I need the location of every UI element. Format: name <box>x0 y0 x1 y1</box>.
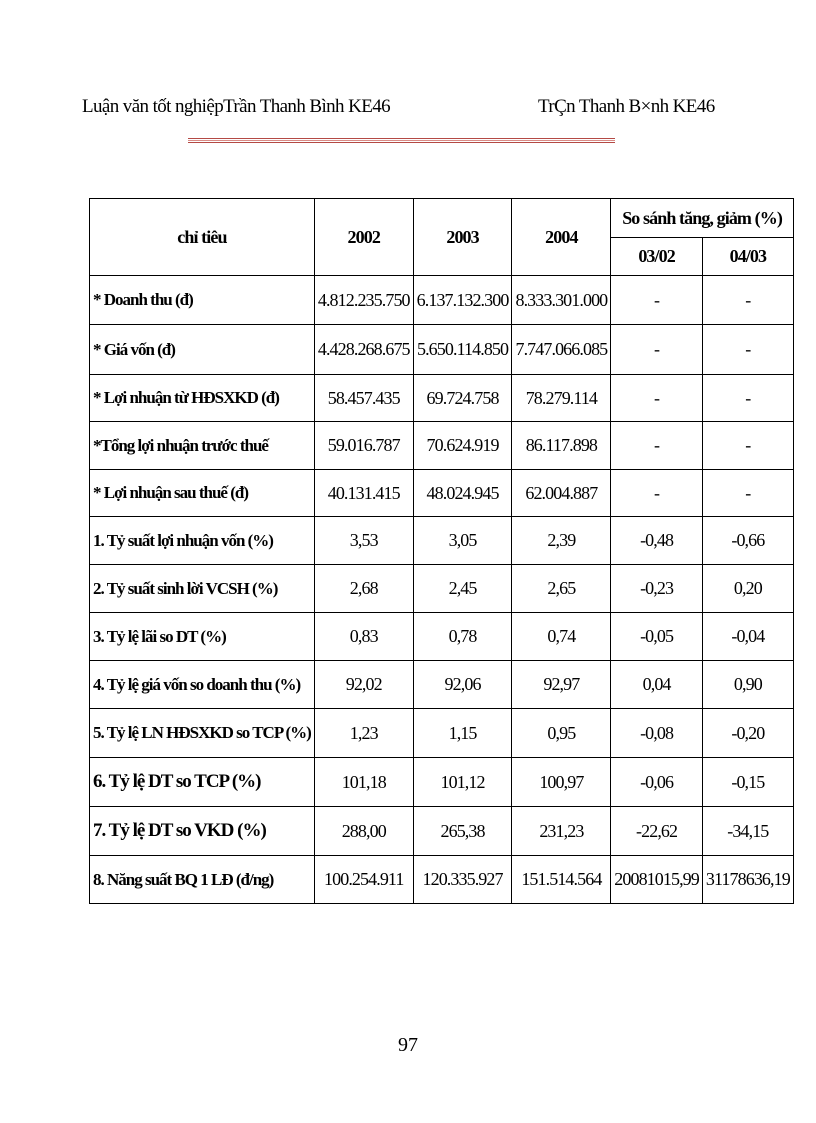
cell-2004: 86.117.898 <box>512 422 611 470</box>
cell-2003: 120.335.927 <box>413 856 512 904</box>
cell-2002: 92,02 <box>314 661 413 709</box>
cell-2003: 2,45 <box>413 565 512 613</box>
row-label: * Giá vốn (đ) <box>90 325 315 375</box>
table-row <box>90 661 794 709</box>
header-year-2002: 2002 <box>314 199 413 276</box>
cell-2004: 7.747.066.085 <box>512 325 611 375</box>
cell-0302: -0,05 <box>611 613 703 661</box>
header-year-2003: 2003 <box>413 199 512 276</box>
cell-0403: -0,04 <box>702 613 793 661</box>
table-row <box>90 856 794 904</box>
page-number: 97 <box>398 1034 418 1056</box>
table-row <box>90 807 794 856</box>
table-row <box>90 375 794 422</box>
cell-2003: 3,05 <box>413 517 512 565</box>
cell-0302: -0,06 <box>611 758 703 807</box>
table-row <box>90 470 794 517</box>
cell-0403: 0,90 <box>702 661 793 709</box>
cell-2002: 1,23 <box>314 709 413 758</box>
cell-2003: 265,38 <box>413 807 512 856</box>
cell-2004: 2,65 <box>512 565 611 613</box>
row-label: 3. Tỷ lệ lãi so DT (%) <box>90 613 315 661</box>
cell-2004: 8.333.301.000 <box>512 276 611 325</box>
header-left-title: Luận văn tốt nghiệpTrần Thanh Bình KE46 <box>82 96 391 117</box>
cell-2002: 100.254.911 <box>314 856 413 904</box>
header-right-title: TrÇn Thanh B×nh KE46 <box>538 96 715 117</box>
cell-2004: 0,95 <box>512 709 611 758</box>
cell-2003: 70.624.919 <box>413 422 512 470</box>
cell-0403: - <box>702 276 793 325</box>
cell-2004: 78.279.114 <box>512 375 611 422</box>
header-divider <box>188 138 615 143</box>
cell-0302: - <box>611 375 703 422</box>
table-header-row <box>90 199 794 238</box>
row-label: 8. Năng suất BQ 1 LĐ (đ/ng) <box>90 856 315 904</box>
cell-0302: -0,08 <box>611 709 703 758</box>
cell-0403: - <box>702 470 793 517</box>
cell-0302: - <box>611 470 703 517</box>
cell-2002: 40.131.415 <box>314 470 413 517</box>
row-label: 1. Tỷ suất lợi nhuận vốn (%) <box>90 517 315 565</box>
table-row <box>90 565 794 613</box>
cell-2003: 6.137.132.300 <box>413 276 512 325</box>
table-row <box>90 709 794 758</box>
cell-2003: 48.024.945 <box>413 470 512 517</box>
cell-2002: 2,68 <box>314 565 413 613</box>
row-label: * Lợi nhuận từ HĐSXKD (đ) <box>90 375 315 422</box>
header-compare-0403: 04/03 <box>702 238 793 276</box>
cell-0403: 31178636,19 <box>702 856 793 904</box>
cell-2004: 62.004.887 <box>512 470 611 517</box>
cell-2004: 231,23 <box>512 807 611 856</box>
cell-0403: -0,20 <box>702 709 793 758</box>
cell-2004: 100,97 <box>512 758 611 807</box>
cell-0302: 0,04 <box>611 661 703 709</box>
cell-0403: - <box>702 422 793 470</box>
cell-2002: 59.016.787 <box>314 422 413 470</box>
cell-0403: -34,15 <box>702 807 793 856</box>
row-label: 7. Tỷ lệ DT so VKD (%) <box>90 807 315 856</box>
cell-0403: -0,15 <box>702 758 793 807</box>
cell-2002: 58.457.435 <box>314 375 413 422</box>
row-label: *Tổng lợi nhuận trước thuế <box>90 422 315 470</box>
table-row <box>90 422 794 470</box>
cell-0403: 0,20 <box>702 565 793 613</box>
cell-2002: 4.428.268.675 <box>314 325 413 375</box>
cell-2002: 101,18 <box>314 758 413 807</box>
cell-2004: 2,39 <box>512 517 611 565</box>
cell-0302: -0,23 <box>611 565 703 613</box>
header-year-2004: 2004 <box>512 199 611 276</box>
header-compare-0302: 03/02 <box>611 238 703 276</box>
cell-2004: 0,74 <box>512 613 611 661</box>
cell-0302: -22,62 <box>611 807 703 856</box>
cell-0302: - <box>611 276 703 325</box>
cell-2003: 101,12 <box>413 758 512 807</box>
header-compare-title: So sánh tăng, giảm (%) <box>611 199 794 238</box>
table-row <box>90 276 794 325</box>
table-row <box>90 613 794 661</box>
table-row <box>90 517 794 565</box>
row-label: * Doanh thu (đ) <box>90 276 315 325</box>
cell-2003: 69.724.758 <box>413 375 512 422</box>
cell-2003: 92,06 <box>413 661 512 709</box>
row-label: 2. Tỷ suất sinh lời VCSH (%) <box>90 565 315 613</box>
cell-2004: 92,97 <box>512 661 611 709</box>
cell-2004: 151.514.564 <box>512 856 611 904</box>
cell-2002: 4.812.235.750 <box>314 276 413 325</box>
cell-2003: 0,78 <box>413 613 512 661</box>
cell-0403: - <box>702 375 793 422</box>
header-indicator: chỉ tiêu <box>90 199 315 276</box>
row-label: 5. Tỷ lệ LN HĐSXKD so TCP (%) <box>90 709 315 758</box>
cell-2003: 5.650.114.850 <box>413 325 512 375</box>
cell-2002: 3,53 <box>314 517 413 565</box>
row-label: * Lợi nhuận sau thuế (đ) <box>90 470 315 517</box>
row-label: 4. Tỷ lệ giá vốn so doanh thu (%) <box>90 661 315 709</box>
table-row <box>90 758 794 807</box>
cell-0403: -0,66 <box>702 517 793 565</box>
row-label: 6. Tỷ lệ DT so TCP (%) <box>90 758 315 807</box>
cell-0403: - <box>702 325 793 375</box>
cell-2002: 288,00 <box>314 807 413 856</box>
table-row <box>90 325 794 375</box>
cell-0302: - <box>611 422 703 470</box>
indicators-table <box>89 198 794 904</box>
cell-2003: 1,15 <box>413 709 512 758</box>
cell-0302: -0,48 <box>611 517 703 565</box>
cell-0302: 20081015,99 <box>611 856 703 904</box>
cell-2002: 0,83 <box>314 613 413 661</box>
cell-0302: - <box>611 325 703 375</box>
